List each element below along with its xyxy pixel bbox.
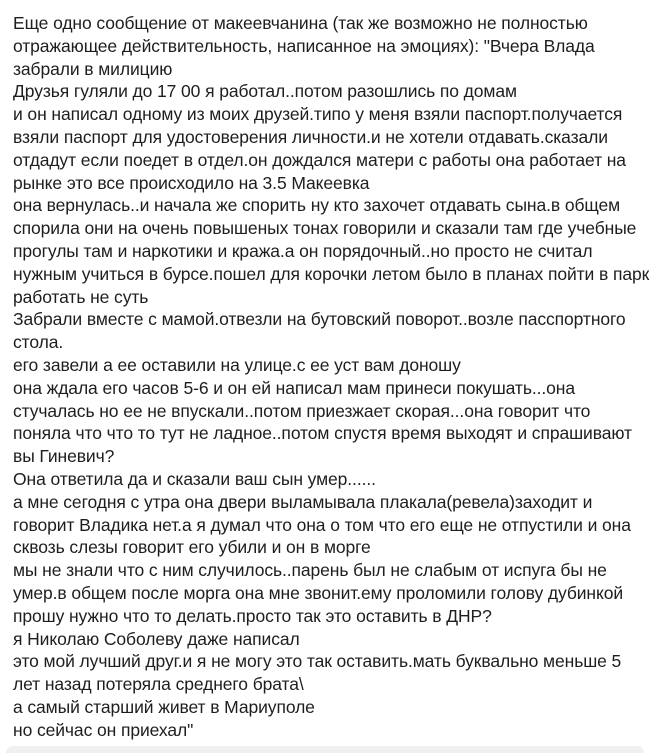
message-line: отдадут если поедет в отдел.он дождался матери с работы она работает на — [13, 149, 626, 170]
message-line: вы Гиневич? — [13, 446, 115, 467]
message-line: это мой лучший друг.и я не могу это так оставить.мать буквально меньше 5 — [13, 651, 622, 672]
message-line: спорила они на очень повышеных тонах говорили и сказали там где учебные — [13, 218, 637, 239]
message-line: умер.в общем после морга она мне звонит.ему проломили голову дубинкой — [13, 582, 624, 603]
message-line: и он написал одному из моих друзей.типо у меня взяли паспорт.получается — [13, 104, 623, 125]
message-line: забрали в милицию — [13, 58, 173, 79]
message-line: говорит Владика нет.а я думал что она о том что его еще не отпустили и она — [13, 514, 631, 535]
message-line: а самый старший живет в Мариуполе — [13, 696, 315, 717]
message-line: но сейчас он приехал" — [13, 719, 194, 740]
message-line: прошу нужно что то делать.просто так это оставить в ДНР? — [13, 605, 492, 626]
message-line: она вернулась..и начала же спорить ну кто захочет отдавать сына.в общем — [13, 195, 621, 216]
message-line: а мне сегодня с утра она двери выламывала плакала(ревела)заходит и — [13, 491, 593, 512]
message-line: сквозь слезы говорит его убили и он в морге — [13, 537, 371, 558]
message-line: Она ответила да и сказали ваш сын умер...... — [13, 468, 376, 489]
message-line: поняла что что то тут не ладное..потом спустя время выходят и спрашивают — [13, 423, 632, 444]
message-line: лет назад потеряла среднего брата\ — [13, 674, 304, 695]
message-line: его завели а ее оставили на улице.с ее уст вам доношу — [13, 354, 461, 375]
message-line: стучалась но ее не впускали..потом приезжает скорая...она говорит что — [13, 400, 591, 421]
message-line: Друзья гуляли до 17 00 я работал..потом разошлись по домам — [13, 81, 517, 102]
message-text — [13, 12, 650, 742]
attachment-top-edge — [6, 746, 644, 753]
message-line: взяли паспорт для удостоверения личности.и не хотели отдавать.сказали — [13, 126, 608, 147]
message-line: рынке это все происходило на 3.5 Макеевка — [13, 172, 370, 193]
message-line: Еще одно сообщение от макеевчанина (так же возможно не полностью — [13, 13, 588, 33]
message-line: отражающее действительность, написанное на эмоциях): "Вчера Влада — [13, 35, 595, 56]
message-line: мы не знали что с ним случилось..парень был не слабым от испуга бы не — [13, 560, 607, 581]
message-line: я Николаю Соболеву даже написал — [13, 628, 300, 649]
message-line: Забрали вместе с мамой.отвезли на бутовский поворот..возле пасспортного — [13, 309, 626, 330]
message-line: прогулы там и наркотики и кража.а он порядочный..но просто не считал — [13, 240, 593, 261]
message-line: стола. — [13, 332, 64, 353]
message-line: работать не суть — [13, 286, 149, 307]
message-line: она ждала его часов 5-6 и он ей написал мам принеси покушать...она — [13, 377, 575, 398]
message-line: нужным учиться в бурсе.пошел для корочки летом было в планах пойти в парк — [13, 263, 650, 284]
